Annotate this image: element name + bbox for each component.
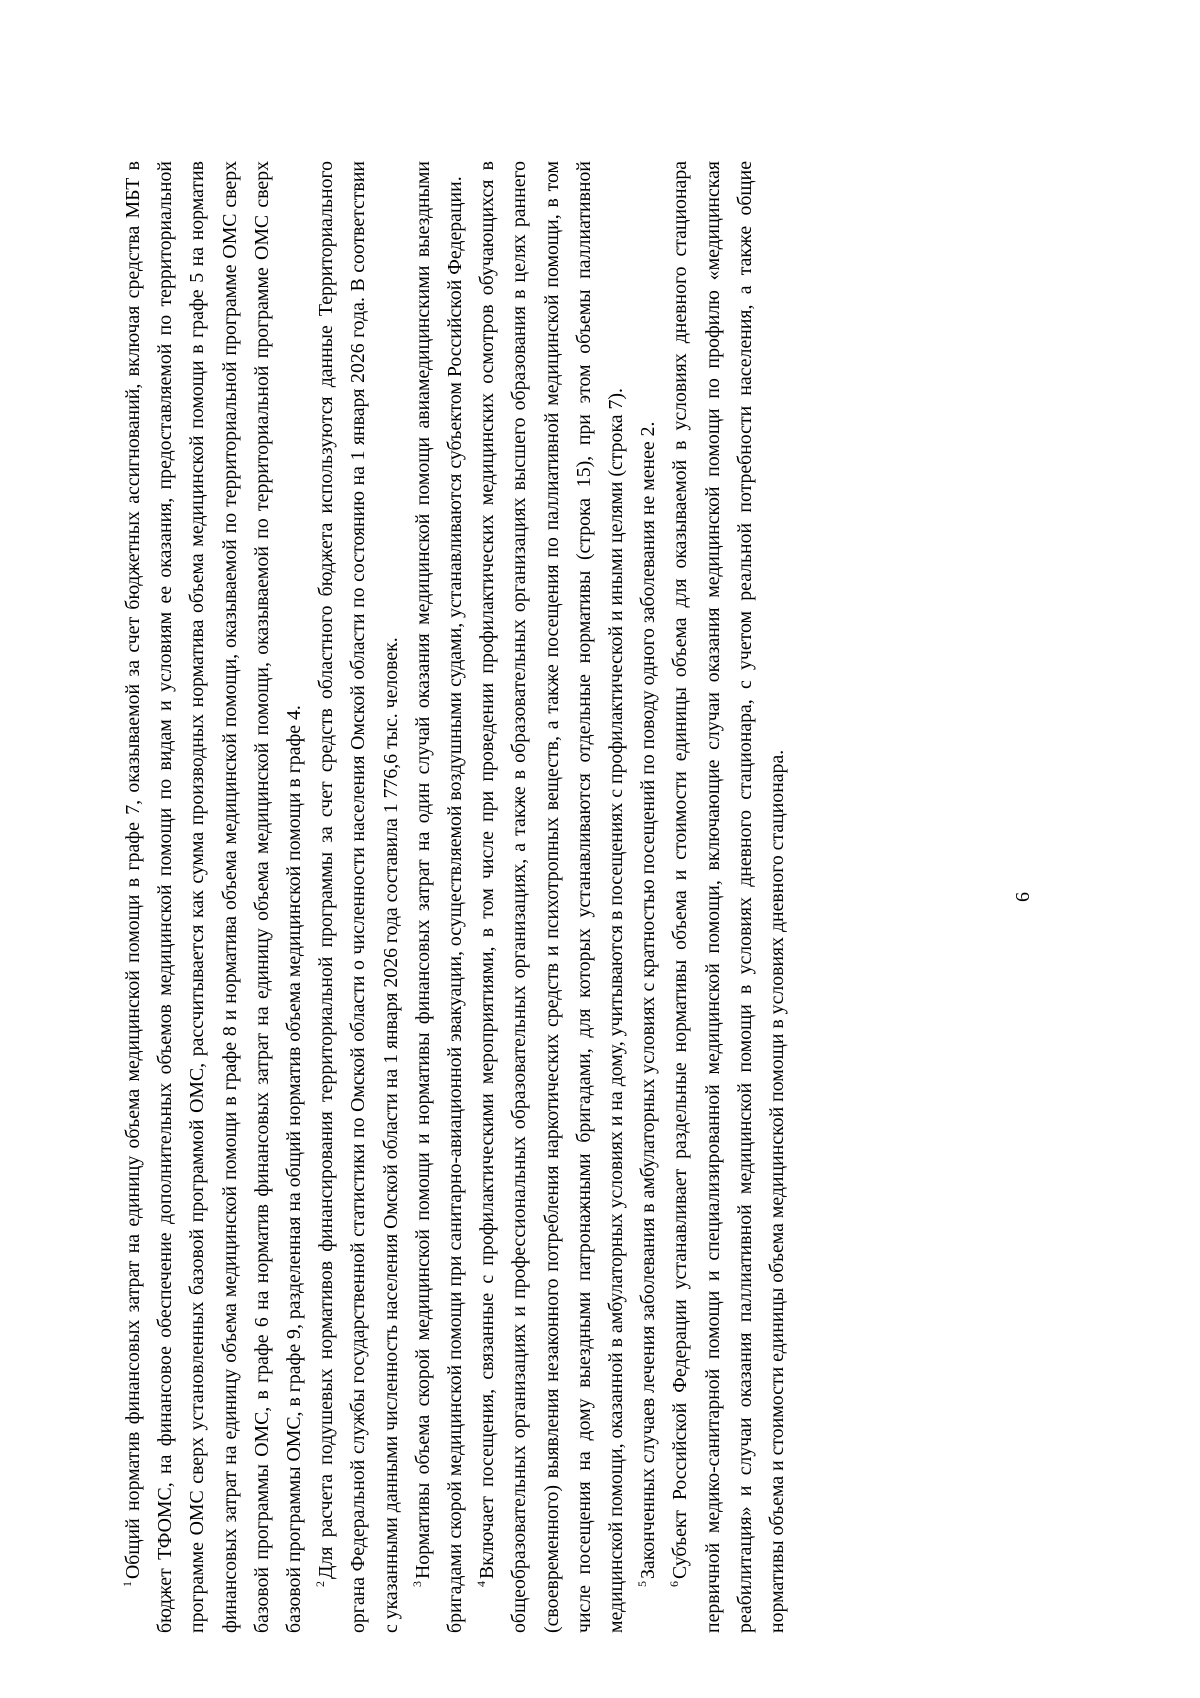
footnote-3: [407, 161, 471, 1633]
footnote-text: Для расчета подушевых нормативов финансирования территориальной программы за счет средств областного бюджета используются данные Территориального органа Федеральной службы государственной статистики по Омской области о численности населения Омской области по состоянию на 1 января 2026 года. В соответствии с указанными данными численность населения Омской области на 1 января 2026 года составила 1 776,6 тыс. человек.: [315, 161, 402, 1633]
footnote-2: [310, 161, 407, 1633]
footnote-4: [471, 161, 632, 1633]
footnote-5: [632, 161, 664, 1633]
rotated-page-content: [117, 161, 1057, 1633]
footnote-mark: 3: [409, 1581, 424, 1587]
footnote-mark: 1: [120, 1581, 134, 1587]
footnote-mark: 2: [313, 1581, 328, 1587]
footnote-6: [664, 161, 793, 1633]
footnote-1: [117, 161, 310, 1633]
footnote-mark: 4: [474, 1581, 489, 1587]
footnote-mark: 6: [667, 1581, 682, 1587]
footnote-text: Нормативы объема скорой медицинской помощи и нормативы финансовых затрат на один случай оказания медицинской помощи авиамедицинскими выездными бригадами скорой медицинской помощи при санитарно-авиационной эвакуации, осуществляемой воздушными судами, устанавливаются субъектом Российской Федерации.: [411, 161, 467, 1633]
footnote-text: Законченных случаев лечения заболевания в амбулаторных условиях с кратностью посещений по поводу одного заболевания не менее 2.: [637, 421, 660, 1579]
footnote-text: Включает посещения, связанные с профилактическими мероприятиями, в том числе при проведении профилактических медицинских осмотров обучающихся в общеобразовательных организациях и профессиональных образовательных организациях, а также в образовательных организациях высшего образования в целях раннего (своевременного) выявления незаконного потребления наркотических средств и психотропных веществ, а также посещения по паллиативной медицинской помощи, в том числе посещения на дому выездными патронажными бригадами, для которых устанавливаются отдельные нормативы (строка 15), при этом объемы паллиативной медицинской помощи, оказанной в амбулаторных условиях и на дому, учитываются в посещениях с профилактической и иными целями (строка 7).: [476, 161, 628, 1633]
footnote-mark: 5: [635, 1581, 650, 1587]
page-number: 6: [1012, 892, 1034, 902]
footnote-text: Субъект Российской Федерации устанавливает раздельные нормативы объема и стоимости единицы объема для оказываемой в условиях дневного стационара первичной медико-санитарной помощи и специализированной медицинской помощи, включающие случаи оказания медицинской помощи по профилю «медицинская реабилитация» и случаи оказания паллиативной медицинской помощи в условиях дневного стационара, с учетом реальной потребности населения, а также общие нормативы объема и стоимости единицы объема медицинской помощи в условиях дневного стационара.: [669, 161, 789, 1633]
footnote-text: Общий норматив финансовых затрат на единицу объема медицинской помощи в графе 7, оказываемой за счет бюджетных ассигнований, включая средства МБТ в бюджет ТФОМС, на финансовое обеспечение дополнительных объемов медицинской помощи по видам и условиям ее оказания, предоставляемой по территориальной программе ОМС сверх установленных базовой программой ОМС, рассчитывается как сумма производных норматива объема медицинской помощи в графе 5 на норматив финансовых затрат на единицу объема медицинской помощи в графе 8 и норматива объема медицинской помощи, оказываемой по территориальной программе ОМС сверх базовой программы ОМС, в графе 6 на норматив финансовых затрат на единицу объема медицинской помощи, оказываемой по территориальной программе ОМС сверх базовой программы ОМС, в графе 9, разделенная на общий норматив объема медицинской помощи в графе 4.: [122, 161, 306, 1633]
